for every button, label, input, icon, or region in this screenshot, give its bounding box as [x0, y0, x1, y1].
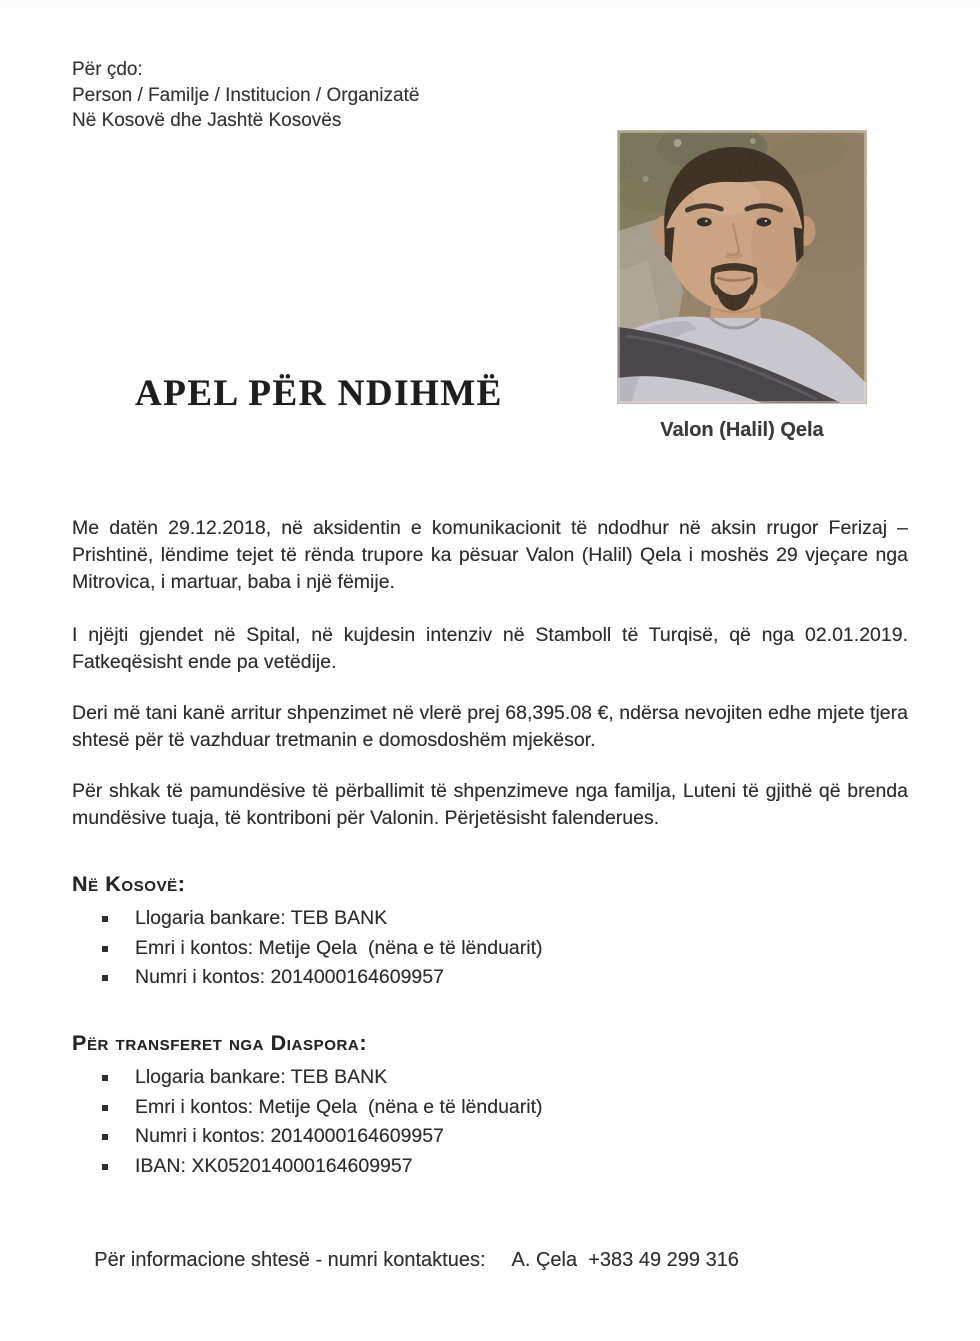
list-item-account-number: Numri i kontos: 2014000164609957 [72, 963, 908, 993]
list-item-bank: Llogaria bankare: TEB BANK [72, 1063, 908, 1093]
contact-label: Për informacione shtesë - numri kontaktues: [94, 1249, 486, 1271]
paragraph-costs: Deri më tani kanë arritur shpenzimet në vlerë prej 68,395.08 €, ndërsa nevojiten edhe mjete tjera shtesë për të vazhduar tretmanin e domosdoshëm mjekësor. [72, 702, 908, 751]
list-item-iban: IBAN: XK052014000164609957 [72, 1152, 908, 1182]
bank-details-list-kosove [72, 904, 908, 993]
section-heading-kosove: Në Kosovë: [72, 872, 186, 896]
paragraph-accident: Me datën 29.12.2018, në aksidentin e komunikacionit të ndodhur në aksin rrugor Ferizaj – Prishtinë, lëndime tejet të rënda trupore ka pësuar Valon (Halil) Qela i moshës 29 vjeçare nga Mitrovica, i martuar, baba i një fëmije. [72, 517, 908, 593]
contact-line [72, 1226, 932, 1295]
section-kosove [72, 872, 908, 993]
contact-value: A. Çela +383 49 299 316 [511, 1249, 739, 1271]
photo-caption: Valon (Halil) Qela [660, 419, 824, 441]
section-heading-diaspora: Për transferet nga Diaspora: [72, 1031, 368, 1055]
paragraph-hospital: I njëjti gjendet në Spital, në kujdesin intenziv në Stamboll të Turqisë, që nga 02.01.2019. Fatkeqësisht ende pa vetëdije. [72, 624, 908, 673]
header-line-1: Për çdo: [72, 59, 143, 80]
section-diaspora [72, 1031, 908, 1181]
portrait-photo [617, 130, 867, 404]
list-item-bank: Llogaria bankare: TEB BANK [72, 904, 908, 934]
header-line-3: Në Kosovë dhe Jashtë Kosovës [72, 110, 342, 131]
bank-details-list-diaspora [72, 1063, 908, 1181]
list-item-account-name: Emri i kontos: Metije Qela (nëna e të lënduarit) [72, 1093, 908, 1123]
list-item-account-name: Emri i kontos: Metije Qela (nëna e të lënduarit) [72, 934, 908, 964]
page-title: APEL PËR NDIHMË [135, 373, 503, 414]
list-item-account-number: Numri i kontos: 2014000164609957 [72, 1122, 908, 1152]
portrait-illustration [618, 131, 866, 403]
paragraph-plea: Për shkak të pamundësive të përballimit të shpenzimeve nga familja, Luteni të gjithë që brenda mundësive tuaja, të kontriboni për Valonin. Përjetësisht falenderues. [72, 780, 908, 829]
recipient-block [72, 57, 419, 134]
header-line-2: Person / Familje / Institucion / Organizatë [72, 84, 420, 106]
